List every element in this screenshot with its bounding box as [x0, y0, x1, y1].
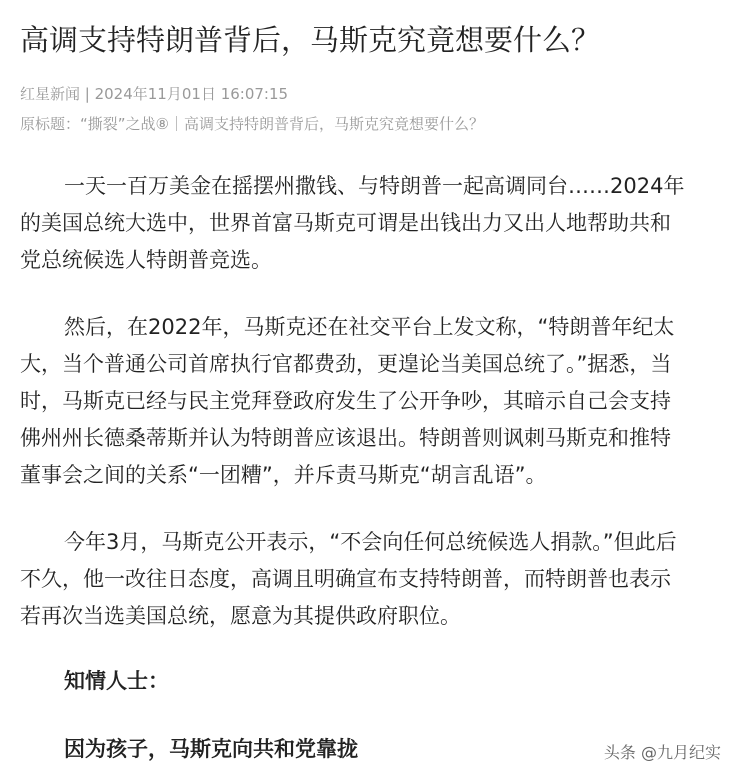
paragraph-line: 今年3月，马斯克公开表示，“不会向任何总统候选人捐款。”但此后	[64, 530, 677, 554]
heading-text: 知情人士：	[64, 669, 169, 693]
paragraph-line: 不久，他一改往日态度，高调且明确宣布支持特朗普，而特朗普也表示	[20, 567, 671, 591]
paragraph-line: 董事会之间的关系“一团糟”，并斥责马斯克“胡言乱语”。	[20, 463, 547, 487]
paragraph-1	[20, 168, 720, 279]
paragraph-line: 的美国总统大选中，世界首富马斯克可谓是出钱出力又出人地帮助共和	[20, 211, 671, 235]
article-title: 高调支持特朗普背后，马斯克究竟想要什么？	[20, 23, 601, 57]
original-title: 原标题：“撕裂”之战⑧｜高调支持特朗普背后，马斯克究竟想要什么？	[20, 115, 484, 133]
paragraph-line: 一天一百万美金在摇摆州撒钱、与特朗普一起高调同台……2024年	[64, 174, 685, 198]
source-watermark: 头条 @九月纪实	[603, 743, 721, 762]
paragraph-3	[20, 524, 720, 635]
paragraph-2	[20, 309, 720, 494]
paragraph-line: 大，当个普通公司首席执行官都费劲，更遑论当美国总统了。”据悉，当	[20, 352, 672, 376]
paragraph-line: 佛州州长德桑蒂斯并认为特朗普应该退出。特朗普则讽刺马斯克和推特	[20, 426, 671, 450]
paragraph-line: 党总统候选人特朗普竞选。	[20, 248, 272, 272]
paragraph-line: 然后，在2022年，马斯克还在社交平台上发文称，“特朗普年纪太	[64, 315, 675, 339]
paragraph-line: 时，马斯克已经与民主党拜登政府发生了公开争吵，其暗示自己会支持	[20, 389, 671, 413]
section-heading-insider	[20, 663, 720, 700]
paragraph-line: 若再次当选美国总统，愿意为其提供政府职位。	[20, 604, 461, 628]
heading-text: 因为孩子，马斯克向共和党靠拢	[64, 737, 358, 761]
article-meta: 红星新闻 | 2024年11月01日 16:07:15	[20, 85, 289, 103]
